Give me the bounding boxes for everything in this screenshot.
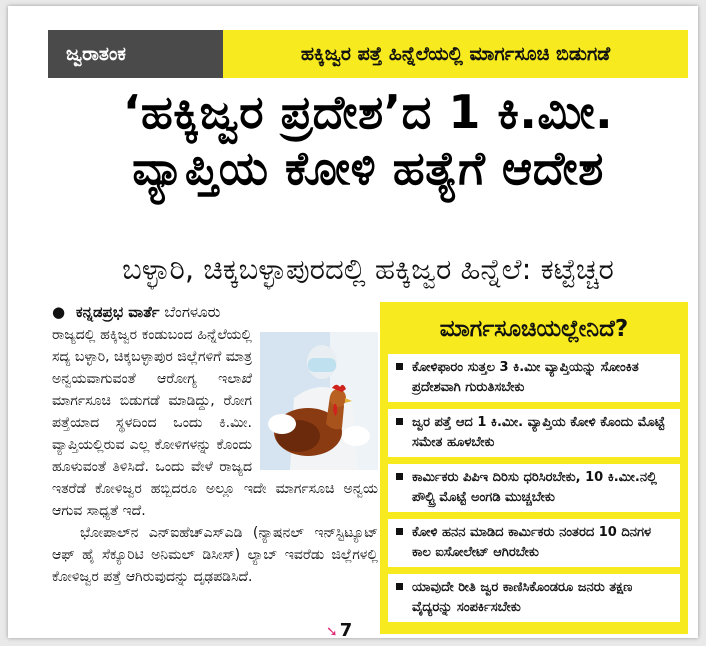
article-paragraph-1: ರಾಜ್ಯದಲ್ಲಿ ಹಕ್ಕಿಜ್ವರ ಕಂಡುಬಂದ ಹಿನ್ನೆಲೆಯಲ್ಲಿ ಸದ್ಯ ಬಳ್ಳಾರಿ, ಚಿಕ್ಕಬಳ್ಳಾಪುರ ಜಿಲ್ಲೆಗಳಿಗೆ ಮಾತ್ರ ಅನ್ವಯವಾಗುವಂತೆ ಆರೋಗ್ಯ ಇಲಾಖೆ ಮಾರ್ಗಸೂಚಿ ಬಿಡುಗಡೆ ಮಾಡಿದ್ದು, ರೋಗ ಪತ್ತೆಯಾದ ಸ್ಥಳದಿಂದ ಒಂದು ಕಿ.ಮೀ. ವ್ಯಾಪ್ತಿಯಲ್ಲಿರುವ ಎಲ್ಲ ಕೋಳಿಗಳನ್ನು ಕೊಂದು ಹೂಳುವಂತೆ ತಿಳಿಸಿದೆ. ಒಂದು ವೇಳೆ ರಾಜ್ಯದ ಇತರೆಡೆ ಕೋಳಿಜ್ವರ ಹಬ್ಬಿದರೂ ಅಲ್ಲೂ ಇದೇ ಮಾರ್ಗಸೂಚಿ ಅನ್ವಯ ಆಗುವ ಸಾಧ್ಯತೆ ಇದೆ. — [52, 327, 378, 519]
guideline-item — [388, 409, 680, 457]
byline — [52, 302, 220, 322]
byline-bullet-icon: ● — [52, 303, 66, 321]
headline — [48, 84, 688, 196]
page-arrow-icon: ➘ — [326, 624, 338, 638]
guideline-item — [388, 574, 680, 622]
guideline-text: ಕಾರ್ಮಿಕರು ಪಿಪಿಇ ದಿರಿಸು ಧರಿಸಿರಬೇಕು, 10 ಕಿ.ಮೀ.ನಲ್ಲಿ ಪೌಲ್ಟ್ರಿ ಮೊಟ್ಟೆ ಅಂಗಡಿ ಮುಚ್ಚಬೇಕು — [412, 470, 657, 505]
kicker-bar — [48, 30, 688, 78]
health-worker-chicken-photo — [260, 332, 378, 470]
guideline-item — [388, 354, 680, 402]
guideline-text: ಕೋಳಿ ಹನನ ಮಾಡಿದ ಕಾರ್ಮಿಕರು ನಂತರದ 10 ದಿನಗಳ ಕಾಲ ಐಸೋಲೇಟ್ ಆಗಿರಬೇಕು — [412, 525, 652, 560]
article-body — [52, 324, 378, 588]
kicker-tag: ಜ್ವರಾತಂಕ — [48, 30, 223, 78]
guideline-text: ಯಾವುದೇ ರೀತಿ ಜ್ವರ ಕಾಣಿಸಿಕೊಂಡರೂ ಜನರು ತಕ್ಷಣ ವೈದ್ಯರನ್ನು ಸಂಪರ್ಕಿಸಬೇಕು — [412, 580, 633, 615]
headline-line-1: ‘ಹಕ್ಕಿಜ್ವರ ಪ್ರದೇಶ’ದ 1 ಕಿ.ಮೀ. — [122, 85, 614, 139]
guideline-text: ಕೋಳಿಫಾರಂ ಸುತ್ತಲ 3 ಕಿ.ಮೀ ವ್ಯಾಪ್ತಿಯನ್ನು ಸೋಂಕಿತ ಪ್ರದೇಶವಾಗಿ ಗುರುತಿಸಬೇಕು — [412, 360, 639, 395]
square-bullet-icon — [396, 473, 403, 480]
byline-source: ಕನ್ನಡಪ್ರಭ ವಾರ್ತೆ — [75, 303, 160, 321]
page-reference — [326, 620, 352, 638]
square-bullet-icon — [396, 363, 403, 370]
kicker-text: ಹಕ್ಕಿಜ್ವರ ಪತ್ತೆ ಹಿನ್ನೆಲೆಯಲ್ಲಿ ಮಾರ್ಗಸೂಚಿ ಬಿಡುಗಡೆ — [223, 30, 688, 78]
square-bullet-icon — [396, 528, 403, 535]
headline-line-2: ವ್ಯಾಪ್ತಿಯ ಕೋಳಿ ಹತ್ಯೆಗೆ ಆದೇಶ — [132, 141, 604, 195]
guideline-item — [388, 519, 680, 567]
guidelines-box — [380, 302, 688, 634]
page-number: 7 — [339, 620, 353, 638]
byline-place: ಬೆಂಗಳೂರು — [164, 303, 221, 321]
guideline-text: ಜ್ವರ ಪತ್ತೆ ಆದ 1 ಕಿ.ಮೀ. ವ್ಯಾಪ್ತಿಯ ಕೋಳಿ ಕೊಂದು ಮೊಟ್ಟೆ ಸಮೇತ ಹೂಳಬೇಕು — [412, 415, 665, 450]
article-paragraph-2: ಭೋಪಾಲ್‌ನ ಎನ್‌ಐಹೆಚ್‌ಎಸ್‌ಎಡಿ (ನ್ಯಾಷನಲ್ ಇನ್‌ಸ್ಟಿಟ್ಯೂಟ್ ಆಫ್ ಹೈ ಸೆಕ್ಯೂರಿಟಿ ಅನಿಮಲ್ ಡಿಸೀಸ್) ಲ್ಯಾಬ್ ಇವರೆಡು ಜಿಲ್ಲೆಗಳಲ್ಲಿ ಕೋಳಿಜ್ವರ ಪತ್ತೆ ಆಗಿರುವುದನ್ನು ದೃಢಪಡಿಸಿದೆ. — [52, 525, 378, 585]
guideline-item — [388, 464, 680, 512]
newspaper-clipping — [8, 6, 698, 638]
subheadline: ಬಳ್ಳಾರಿ, ಚಿಕ್ಕಬಳ್ಳಾಪುರದಲ್ಲಿ ಹಕ್ಕಿಜ್ವರ ಹಿನ್ನೆಲೆ: ಕಟ್ಟೆಚ್ಚರ — [122, 252, 614, 286]
photo-illustration — [260, 332, 378, 470]
guidelines-title: ಮಾರ್ಗಸೂಚಿಯಲ್ಲೇನಿದೆ? — [439, 316, 629, 342]
square-bullet-icon — [396, 418, 403, 425]
square-bullet-icon — [396, 583, 403, 590]
